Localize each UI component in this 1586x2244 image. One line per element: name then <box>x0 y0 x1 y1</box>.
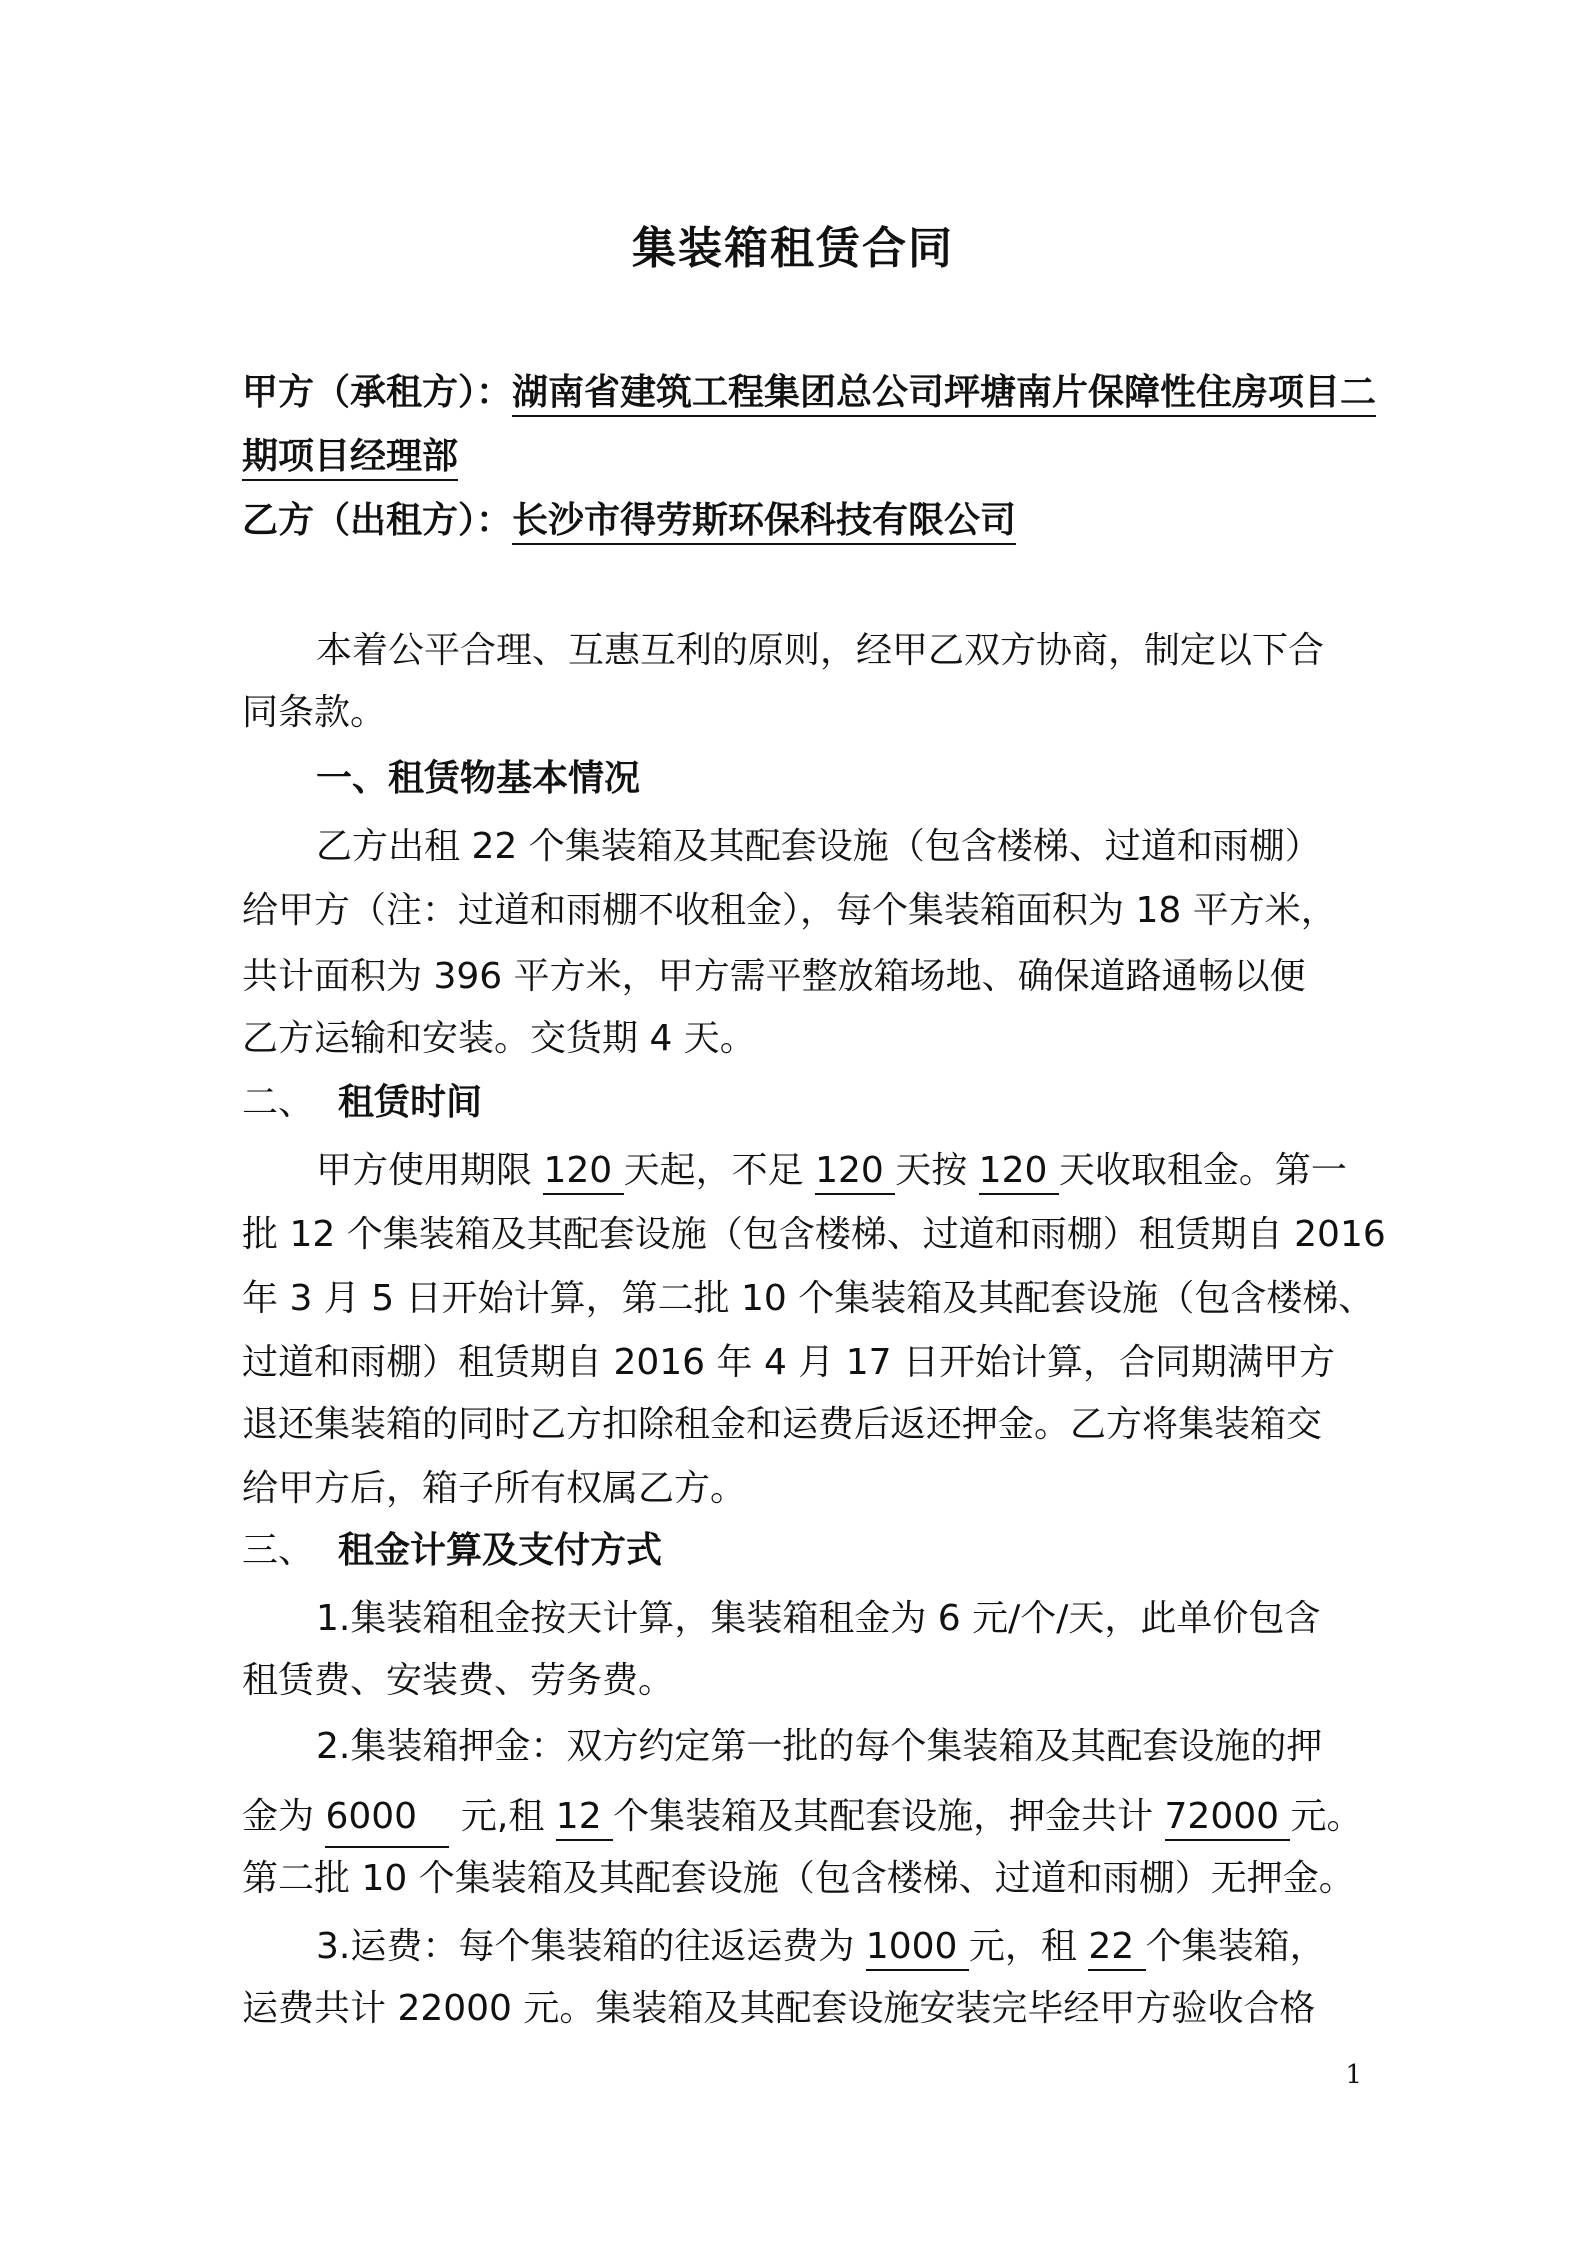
text-run: 元,租 <box>449 1796 556 1837</box>
section-2-line-2: 批 12 个集装箱及其配套设施（包含楼梯、过道和雨棚）租赁期自 2016 <box>242 1214 1386 1255</box>
rental-days-min: 120 <box>543 1150 623 1195</box>
party-a-line-2 <box>242 428 1362 486</box>
intro-line-2: 同条款。 <box>242 692 387 733</box>
section-3-number: 三、 <box>242 1530 315 1571</box>
section-2-number: 二、 <box>242 1082 315 1123</box>
section-2-heading: 租赁时间 <box>338 1082 483 1123</box>
section-2-line-6: 给甲方后，箱子所有权属乙方。 <box>242 1468 747 1509</box>
text-run: 天按 <box>895 1150 979 1191</box>
section-3-item-1-line-2: 租赁费、安装费、劳务费。 <box>242 1660 675 1701</box>
intro-line-1: 本着公平合理、互惠互利的原则，经甲乙双方协商，制定以下合 <box>316 630 1325 671</box>
section-2-heading-line <box>242 1074 1362 1132</box>
section-1-heading: 一、租赁物基本情况 <box>316 758 641 799</box>
freight-container-count: 22 <box>1088 1926 1145 1971</box>
text-run: 3.运费：每个集装箱的往返运费为 <box>316 1926 866 1967</box>
section-1-line-4: 乙方运输和安装。交货期 4 天。 <box>242 1018 756 1059</box>
section-3-heading-line <box>242 1522 1362 1580</box>
deposit-total: 72000 <box>1165 1796 1291 1841</box>
text-run: 天起，不足 <box>623 1150 816 1191</box>
deposit-per-container: 6000 <box>325 1788 449 1848</box>
freight-per-container: 1000 <box>866 1926 969 1971</box>
text-run: 个集装箱及其配套设施，押金共计 <box>613 1796 1165 1837</box>
document-title: 集装箱租赁合同 <box>632 223 954 274</box>
section-1-line-3: 共计面积为 396 平方米，甲方需平整放箱场地、确保道路通畅以便 <box>242 956 1306 997</box>
party-a-line <box>242 364 1377 422</box>
text-run: 甲方使用期限 <box>316 1150 544 1191</box>
section-3-item-1-line-1: 1.集装箱租金按天计算，集装箱租金为 6 元/个/天，此单价包含 <box>316 1598 1321 1639</box>
section-3-item-2-line-3: 第二批 10 个集装箱及其配套设施（包含楼梯、过道和雨棚）无押金。 <box>242 1858 1355 1899</box>
party-a-name-line1: 湖南省建筑工程集团总公司坪塘南片保障性住房项目二 <box>512 372 1376 417</box>
party-b-name: 长沙市得劳斯环保科技有限公司 <box>512 500 1016 545</box>
section-3-item-3-line-2: 运费共计 22000 元。集装箱及其配套设施安装完毕经甲方验收合格 <box>242 1988 1316 2029</box>
section-3-item-2-line-1: 2.集装箱押金：双方约定第一批的每个集装箱及其配套设施的押 <box>316 1726 1323 1767</box>
section-2-line-4: 过道和雨棚）租赁期自 2016 年 4 月 17 日开始计算，合同期满甲方 <box>242 1342 1335 1383</box>
section-1-line-1: 乙方出租 22 个集装箱及其配套设施（包含楼梯、过道和雨棚） <box>316 826 1321 867</box>
text-run: 天收取租金。第一 <box>1058 1150 1347 1191</box>
section-2-line-1 <box>316 1142 1362 1200</box>
section-3-heading: 租金计算及支付方式 <box>338 1530 663 1571</box>
party-b-line <box>242 492 1362 550</box>
rental-days-charge: 120 <box>979 1150 1059 1195</box>
deposit-container-count: 12 <box>556 1796 613 1841</box>
section-2-line-5: 退还集装箱的同时乙方扣除租金和运费后返还押金。乙方将集装箱交 <box>242 1404 1323 1445</box>
party-a-label: 甲方（承租方）： <box>242 372 513 413</box>
page-number: 1 <box>1345 2060 1362 2090</box>
party-a-name-line2: 期项目经理部 <box>242 436 458 481</box>
rental-days-threshold: 120 <box>815 1150 895 1195</box>
text-run: 元，租 <box>968 1926 1089 1967</box>
section-3-item-3-line-1 <box>316 1918 1362 1976</box>
text-run: 元。 <box>1290 1796 1363 1837</box>
text-run: 个集装箱， <box>1145 1926 1326 1967</box>
section-3-item-2-line-2 <box>242 1788 1362 1848</box>
section-1-line-2: 给甲方（注：过道和雨棚不收租金），每个集装箱面积为 18 平方米， <box>242 890 1337 931</box>
section-2-line-3: 年 3 月 5 日开始计算，第二批 10 个集装箱及其配套设施（包含楼梯、 <box>242 1278 1375 1319</box>
text-run: 金为 <box>242 1796 326 1837</box>
party-b-label: 乙方（出租方）： <box>242 500 513 541</box>
